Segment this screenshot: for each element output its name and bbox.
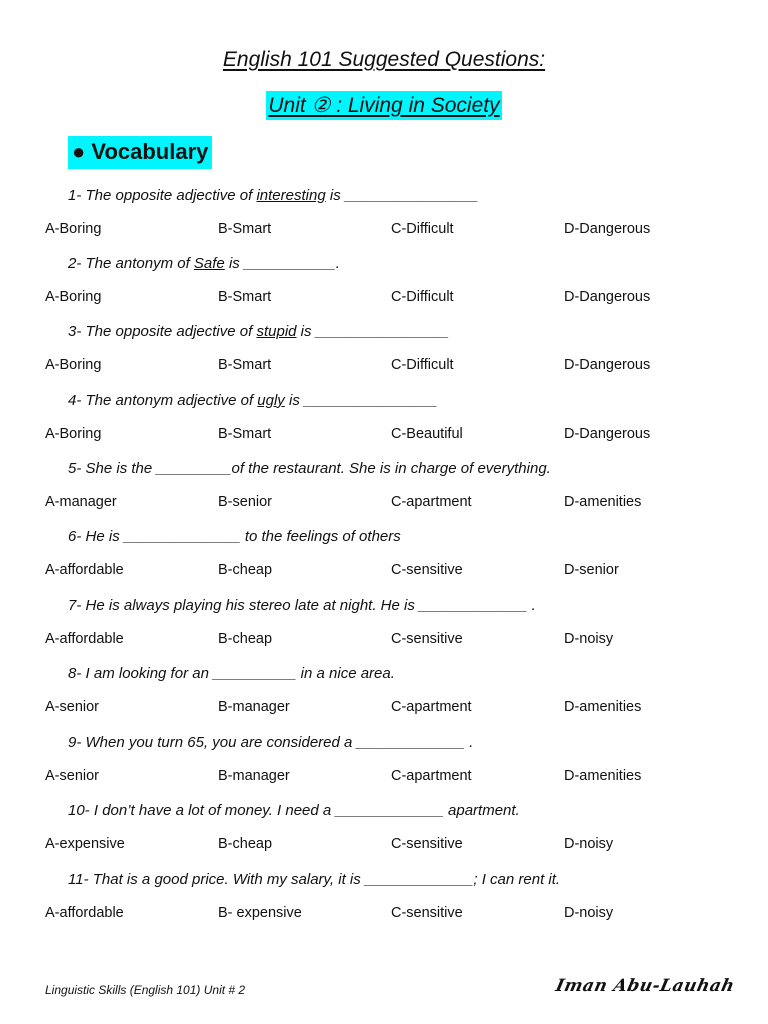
question-text: She is the _________of the restaurant. She is in charge of everything.	[85, 460, 551, 477]
option-b: B-Smart	[218, 357, 272, 373]
option-b: B- expensive	[218, 905, 302, 921]
option-a: A-Boring	[45, 221, 102, 237]
question-number: 8-	[68, 665, 82, 682]
option-b: B-Smart	[218, 289, 272, 305]
option-a: A-Boring	[45, 289, 102, 305]
question-keyword: ugly	[257, 392, 285, 409]
option-b: B-cheap	[218, 631, 273, 647]
question-number: 4-	[68, 392, 82, 409]
question-11	[68, 871, 560, 888]
question-number: 7-	[68, 597, 82, 614]
option-a: A-Boring	[45, 426, 102, 442]
question-text: That is a good price. With my salary, it is _____________; I can rent it.	[92, 871, 561, 888]
question-text: The opposite adjective of	[85, 323, 257, 340]
option-c: C-apartment	[391, 494, 472, 510]
option-d: D-Dangerous	[564, 289, 651, 305]
question-number: 1-	[68, 187, 82, 204]
option-a: A-affordable	[45, 562, 124, 578]
option-b: B-manager	[218, 699, 290, 715]
question-6	[68, 528, 401, 545]
question-number: 10-	[68, 802, 90, 819]
option-c: C-Difficult	[391, 357, 454, 373]
question-blank: is ___________.	[224, 255, 340, 272]
option-b: B-senior	[218, 494, 272, 510]
option-d: D-Dangerous	[564, 426, 651, 442]
question-keyword: Safe	[193, 255, 225, 272]
question-number: 11-	[68, 871, 89, 888]
option-a: A-affordable	[45, 631, 124, 647]
question-5	[68, 460, 551, 477]
question-8	[68, 665, 395, 682]
question-text: I am looking for an __________ in a nice area.	[85, 665, 395, 682]
option-a: A-senior	[45, 768, 99, 784]
question-text: He is always playing his stereo late at night. He is _____________ .	[85, 597, 536, 614]
option-d: D-amenities	[564, 699, 642, 715]
option-b: B-Smart	[218, 221, 272, 237]
option-d: D-noisy	[564, 905, 614, 921]
option-d: D-Dangerous	[564, 357, 651, 373]
option-c: C-Beautiful	[391, 426, 463, 442]
question-number: 5-	[68, 460, 82, 477]
question-text: I don’t have a lot of money. I need a _____________ apartment.	[93, 802, 520, 819]
option-a: A-expensive	[45, 836, 125, 852]
footer-text: Linguistic Skills (English 101) Unit # 2	[45, 983, 246, 997]
question-7	[68, 597, 536, 614]
option-b: B-manager	[218, 768, 290, 784]
option-b: B-Smart	[218, 426, 272, 442]
option-c: C-apartment	[391, 699, 472, 715]
question-number: 2-	[68, 255, 82, 272]
option-b: B-cheap	[218, 562, 273, 578]
option-b: B-cheap	[218, 836, 273, 852]
option-c: C-sensitive	[391, 631, 463, 647]
question-keyword: stupid	[256, 323, 297, 340]
author-signature: Iman Abu-Lauhah	[553, 976, 737, 996]
question-text: The antonym of	[85, 255, 194, 272]
option-c: C-Difficult	[391, 289, 454, 305]
option-a: A-affordable	[45, 905, 124, 921]
question-3	[68, 323, 449, 340]
question-number: 9-	[68, 734, 82, 751]
question-text: He is ______________ to the feelings of others	[85, 528, 401, 545]
question-number: 3-	[68, 323, 82, 340]
option-c: C-sensitive	[391, 905, 463, 921]
question-blank: is ________________	[284, 392, 438, 409]
option-d: D-noisy	[564, 631, 614, 647]
question-1	[68, 187, 478, 204]
section-heading-vocabulary: ● Vocabulary	[68, 136, 212, 169]
option-c: C-sensitive	[391, 836, 463, 852]
option-c: C-Difficult	[391, 221, 454, 237]
question-2	[68, 255, 340, 272]
question-blank: is ________________	[296, 323, 450, 340]
document-title: English 101 Suggested Questions:	[222, 48, 546, 71]
question-text: The antonym adjective of	[85, 392, 258, 409]
question-keyword: interesting	[256, 187, 326, 204]
option-a: A-senior	[45, 699, 99, 715]
option-c: C-sensitive	[391, 562, 463, 578]
option-a: A-Boring	[45, 357, 102, 373]
question-blank: is ________________	[325, 187, 479, 204]
question-9	[68, 734, 473, 751]
question-4	[68, 392, 437, 409]
option-d: D-senior	[564, 562, 619, 578]
option-d: D-noisy	[564, 836, 614, 852]
option-c: C-apartment	[391, 768, 472, 784]
question-text: The opposite adjective of	[85, 187, 257, 204]
option-d: D-amenities	[564, 768, 642, 784]
option-d: D-Dangerous	[564, 221, 651, 237]
option-d: D-amenities	[564, 494, 642, 510]
question-number: 6-	[68, 528, 82, 545]
option-a: A-manager	[45, 494, 117, 510]
question-10	[68, 802, 520, 819]
question-text: When you turn 65, you are considered a _____________ .	[85, 734, 474, 751]
unit-title: Unit ② : Living in Society	[266, 91, 501, 120]
